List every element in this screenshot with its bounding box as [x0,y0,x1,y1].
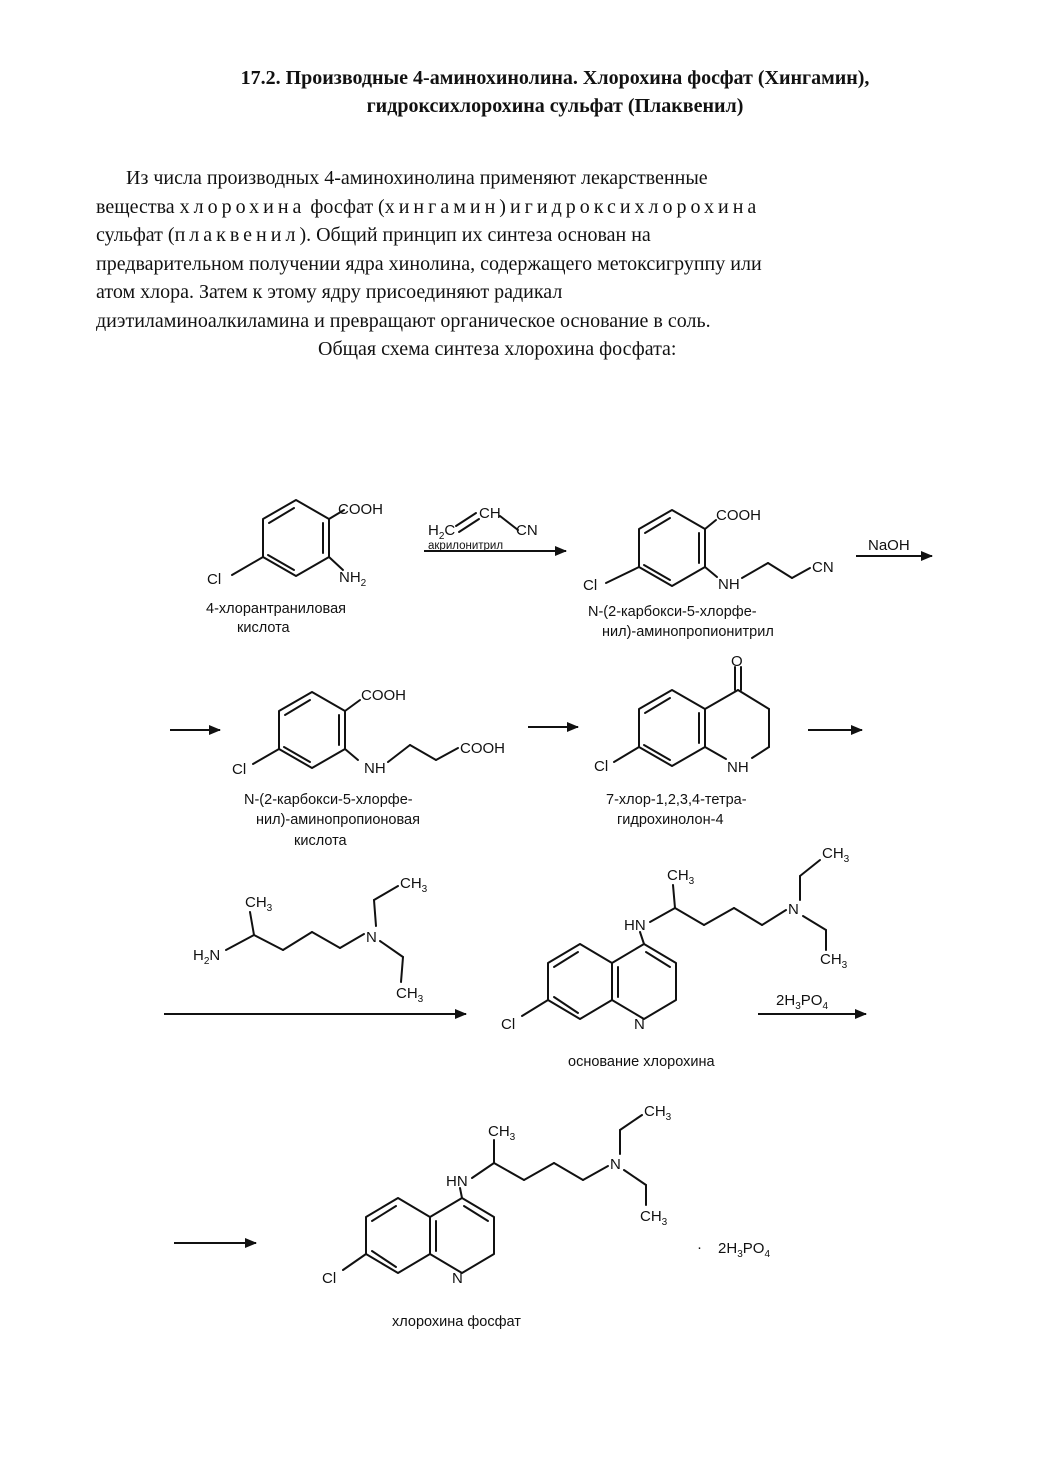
compound-tetrahydroquinolone [594,653,769,828]
amine-side-chain-reagent [193,875,428,1005]
chlorine-atom: Cl [594,758,609,775]
methyl-group: $CH_3$ [245,894,273,914]
nitrogen-atom: N [610,1156,621,1173]
amino-group: $H_2N$ [193,947,221,967]
benzene-ring [279,692,345,768]
salt-dot: · [697,1239,702,1256]
compound-label: N-(2-карбокси-5-хлорфе- [244,792,413,808]
methyl-group: $CH_3$ [488,1123,516,1143]
methyl-group: $CH_3$ [640,1208,668,1228]
heading-line-2: гидроксихлорохина сульфат (Плаквенил) [366,95,744,117]
compound-label: 4-хлорантраниловая [206,601,346,617]
compound-label: гидрохинолон-4 [617,812,724,828]
nitrogen-atom: N [366,929,377,946]
text-segment: вещества [96,195,180,218]
reagent-h2c: $H_2C$ [428,522,456,542]
benzene-ring [639,510,705,586]
benzene-ring [366,1198,430,1273]
paragraph-line-1: Из числа производных 4-аминохинолина применяют лекарственные [126,167,708,189]
methyl-group: $CH_3$ [396,985,424,1005]
ring-nitrogen: N [634,1016,645,1033]
nitrogen-atom: N [788,901,799,918]
cooh-group: COOH [460,740,505,757]
cooh-group: COOH [338,501,383,518]
text-segment: фосфат ( [305,195,385,218]
compound-label: основание хлорохина [568,1054,715,1070]
compound-label: хлорохина фосфат [392,1314,521,1330]
methyl-group: $CH_3$ [667,867,695,887]
benzene-ring [639,690,705,766]
chlorine-atom: Cl [501,1016,516,1033]
reagent-ch: CH [479,505,501,522]
text-segment: ). Общий принцип их синтеза основан на [299,224,651,246]
methyl-group: $CH_3$ [644,1103,672,1123]
methyl-group: $CH_3$ [820,951,848,971]
benzene-ring [263,500,329,576]
paragraph-line-4: предварительном получении ядра хинолина, содержащего метоксигруппу или [96,252,762,275]
text-segment: )и [499,195,525,218]
hn-group: HN [624,917,646,934]
reagent-name: акрилонитрил [428,540,504,552]
benzene-ring [548,944,612,1019]
ring-nitrogen: N [452,1270,463,1287]
oxygen-atom: O [731,653,743,670]
heading-line-1: 17.2. Производные 4-аминохинолина. Хлорохина фосфат (Хингамин), [240,67,870,89]
compound-label: нил)-аминопропионитрил [602,624,774,640]
drug-name-hydroxychloroquine: гидроксихлорохина [524,195,761,218]
compound-label: кислота [294,833,347,849]
paragraph-line-6: диэтиламиноалкиламина и превращают органическое основание в соль. [96,309,711,332]
reaction-arrow-acrylonitrile [424,505,566,552]
hn-group: HN [446,1173,468,1190]
scheme-caption: Общая схема синтеза хлорохина фосфата: [318,338,677,360]
reagent-cn: CN [516,522,538,539]
nh-group: NH [364,760,386,777]
chlorine-atom: Cl [232,761,247,778]
compound-label: кислота [237,620,290,636]
compound-label: N-(2-карбокси-5-хлорфе- [588,604,757,620]
compound-chloroquine-base [501,845,850,1070]
compound-4-chloroanthranilic-acid [206,500,383,636]
methyl-group: $CH_3$ [400,875,428,895]
text-segment: сульфат ( [96,224,175,246]
nh-group: NH [727,759,749,776]
cooh-group: COOH [361,687,406,704]
pyridine-ring [430,1198,494,1273]
cooh-group: COOH [716,507,761,524]
chlorine-atom: Cl [322,1270,337,1287]
compound-label: нил)-аминопропионовая [256,812,420,828]
reaction-arrow-naoh [856,537,932,556]
methyl-group: $CH_3$ [822,845,850,865]
drug-name-hingamin: хингамин [384,195,500,218]
pyridine-ring [612,944,676,1019]
compound-aminopropionic-acid [232,687,505,849]
chlorine-atom: Cl [207,571,222,588]
drug-name-plaquenil: плаквенил [174,224,300,246]
nitrile-group: CN [812,559,834,576]
reaction-arrow-phosphoric-acid [758,992,866,1014]
compound-aminopropionitrile [583,507,834,640]
reagent-naoh: NaOH [868,537,910,554]
reagent-phosphoric-acid: $2H_3PO_4$ [776,992,828,1012]
paragraph-line-5: атом хлора. Затем к этому ядру присоединяют радикал [96,281,563,303]
compound-chloroquine-phosphate [322,1103,770,1330]
nh-group: NH [718,576,740,593]
chlorine-atom: Cl [583,577,598,594]
amino-group: $NH_2$ [339,569,367,589]
compound-label: 7-хлор-1,2,3,4-тетра- [606,792,747,808]
phosphate-salt: $2H_3PO_4$ [718,1240,770,1260]
drug-name-chloroquine: хлорохина [179,195,306,218]
